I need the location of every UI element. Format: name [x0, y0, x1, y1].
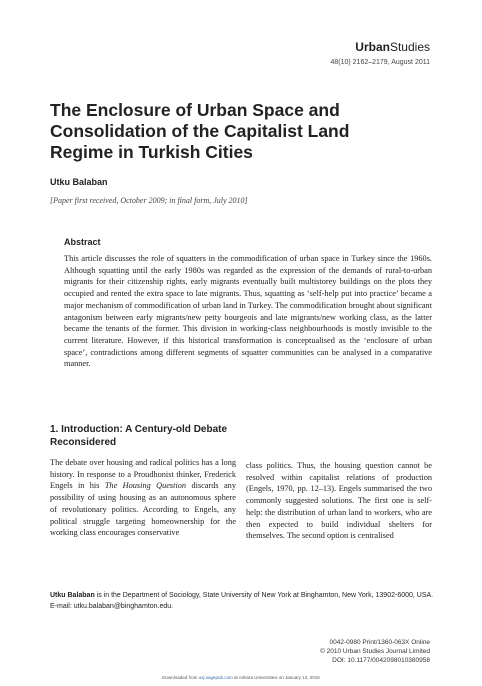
- download-prefix: Downloaded from: [162, 675, 199, 680]
- abstract-heading: Abstract: [64, 237, 101, 247]
- doi-line: DOI: 10.1177/0042098010380958: [332, 657, 430, 664]
- download-notice: [0, 675, 482, 680]
- issn-line: 0042-0980 Print/1360-063X Online: [329, 639, 430, 646]
- download-suffix: at Ankara Universitesi on January 12, 2015: [232, 675, 320, 680]
- article-title: The Enclosure of Urban Space and Consolidation of the Capitalist Land Regime in Turkish Cities: [50, 100, 350, 162]
- body-column-left: [50, 457, 236, 539]
- book-title: The Housing Question: [104, 481, 187, 491]
- journal-name: [355, 40, 430, 54]
- body-text-b: discards any possibility of using housing as an autonomous sphere of revolutionary politics. According to Engels, any political struggle targeting homeownership for the working class encourages conservative: [50, 481, 236, 538]
- author-name: Utku Balaban: [50, 177, 108, 187]
- copyright-line: © 2010 Urban Studies Journal Limited: [320, 648, 430, 655]
- abstract-text: This article discusses the role of squatters in the commodification of urban space in Turkey since the 1960s. Although squatting until the early 1980s was regarded as the expression of the demands of rural-to-urban migrants for their citizenship rights, early migrants eventually built multistorey buildings on the plots they occupied and rented the extra space to late migrants. Thus, squatting as ‘self-help put into practice’ became a major mechanism of commodification of urban land in Turkey. The commodification brought about significant antagonism between early migrants/new petty bourgeois and late migrants/new working class, as the latter became the tenants of the former. This division in working-class neighbourhoods is mostly invisible to the current literature. However, if this historical transformation is conceptualised as the ‘enclosure of urban space’, contradictions among different segments of squatter communities can be analysed in a comparative manner.: [64, 254, 432, 369]
- author-footnote: [50, 591, 434, 612]
- journal-name-light: Studies: [389, 40, 430, 54]
- footnote-text: is in the Department of Sociology, State University of New York at Binghamton, New York, 13902-6000, USA. E-mail: utku.balaban@binghamton.edu.: [50, 592, 434, 610]
- volume-info: 48(10) 2162–2179, August 2011: [330, 59, 430, 66]
- issn-block: [320, 638, 430, 665]
- footnote-author: Utku Balaban: [50, 592, 95, 599]
- download-link[interactable]: usj.sagepub.com: [198, 675, 233, 680]
- journal-name-bold: Urban: [355, 40, 390, 54]
- body-text-a: The debate over housing and radical politics has a long history. In response to a Proudhonist thinker, Frederick Engels in his: [50, 458, 236, 491]
- body-column-right: class politics. Thus, the housing question cannot be resolved within capitalist relations of production (Engels, 1970, pp. 12–13). Engels summarised the two commonly suggested solutions. The first one is self-help: the distribution of urban land to workers, who are then expected to build individual shelters for themselves. The second option is centralised: [246, 461, 432, 541]
- section-heading: 1. Introduction: A Century-old Debate Reconsidered: [50, 424, 228, 448]
- received-dates: [Paper first received, October 2009; in final form, July 2010]: [50, 196, 248, 205]
